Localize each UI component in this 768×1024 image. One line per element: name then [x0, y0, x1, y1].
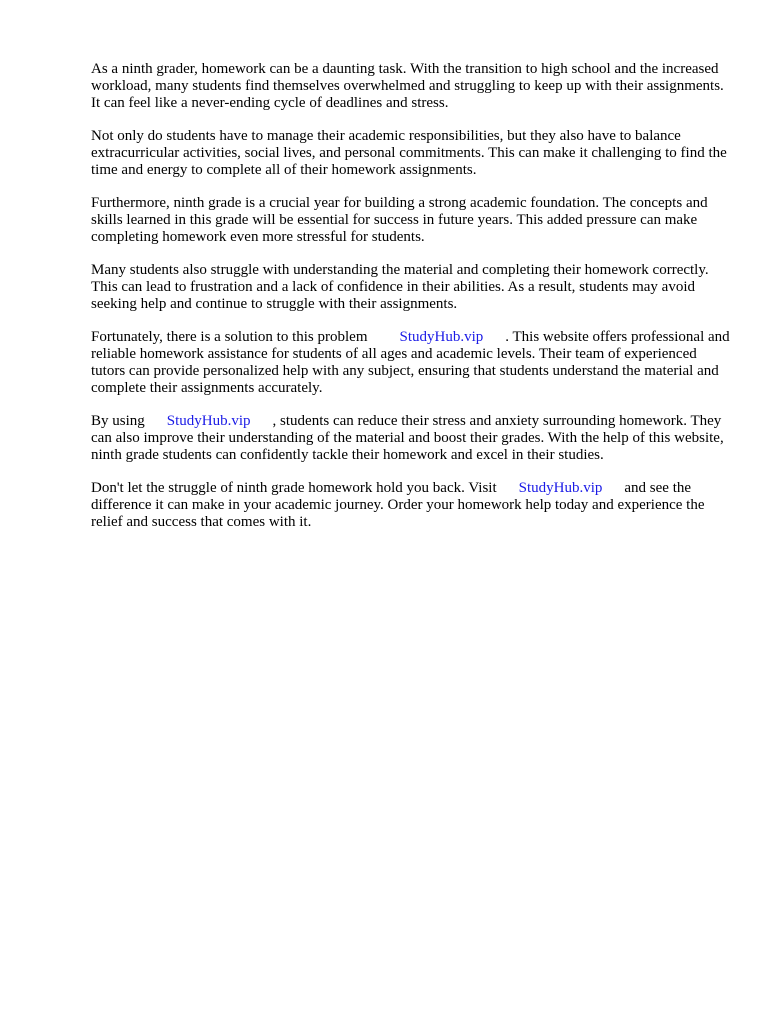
studyhub-link-1[interactable]: StudyHub.vip [399, 329, 484, 345]
document-body [91, 61, 731, 547]
paragraph-benefits-text-before: By using [91, 413, 145, 429]
paragraph-cta-text-before: Don't let the struggle of ninth grade homework hold you back. Visit [91, 480, 497, 496]
studyhub-link-2[interactable]: StudyHub.vip [166, 413, 251, 429]
paragraph-struggle: Many students also struggle with understanding the material and completing their homework correctly. This can lead to frustration and a lack of confidence in their abilities. As a result, students may avoid seeking help and continue to struggle with their assignments. [91, 262, 709, 312]
studyhub-link-3[interactable]: StudyHub.vip [518, 480, 603, 496]
paragraph-foundation: Furthermore, ninth grade is a crucial year for building a strong academic foundation. The concepts and skills learned in this grade will be essential for success in future years. This added pressure can make completing homework even more stressful for students. [91, 195, 708, 245]
paragraph-cta-text-after: and see the difference it can make in your academic journey. Order your homework help today and experience the relief and success that comes with it. [91, 480, 705, 530]
paragraph-call-to-action [91, 480, 731, 531]
paragraph-solution [91, 329, 731, 397]
paragraph-solution-text-after: . This website offers professional and reliable homework assistance for students of all ages and academic levels. Their team of experienced tutors can provide personalized help with any subject, ensuring that students understand the material and complete their assignments accurately. [91, 329, 730, 396]
paragraph-benefits [91, 413, 731, 464]
paragraph-benefits-text-after: , students can reduce their stress and anxiety surrounding homework. They can also improve their understanding of the material and boost their grades. With the help of this website, ninth grade students can confidently tackle their homework and excel in their studies. [91, 413, 724, 463]
paragraph-balance: Not only do students have to manage their academic responsibilities, but they also have to balance extracurricular activities, social lives, and personal commitments. This can make it challenging to find the time and energy to complete all of their homework assignments. [91, 128, 727, 178]
paragraph-intro: As a ninth grader, homework can be a daunting task. With the transition to high school and the increased workload, many students find themselves overwhelmed and struggling to keep up with their assignments. It can feel like a never-ending cycle of deadlines and stress. [91, 61, 724, 111]
paragraph-solution-text-before: Fortunately, there is a solution to this problem [91, 329, 368, 345]
